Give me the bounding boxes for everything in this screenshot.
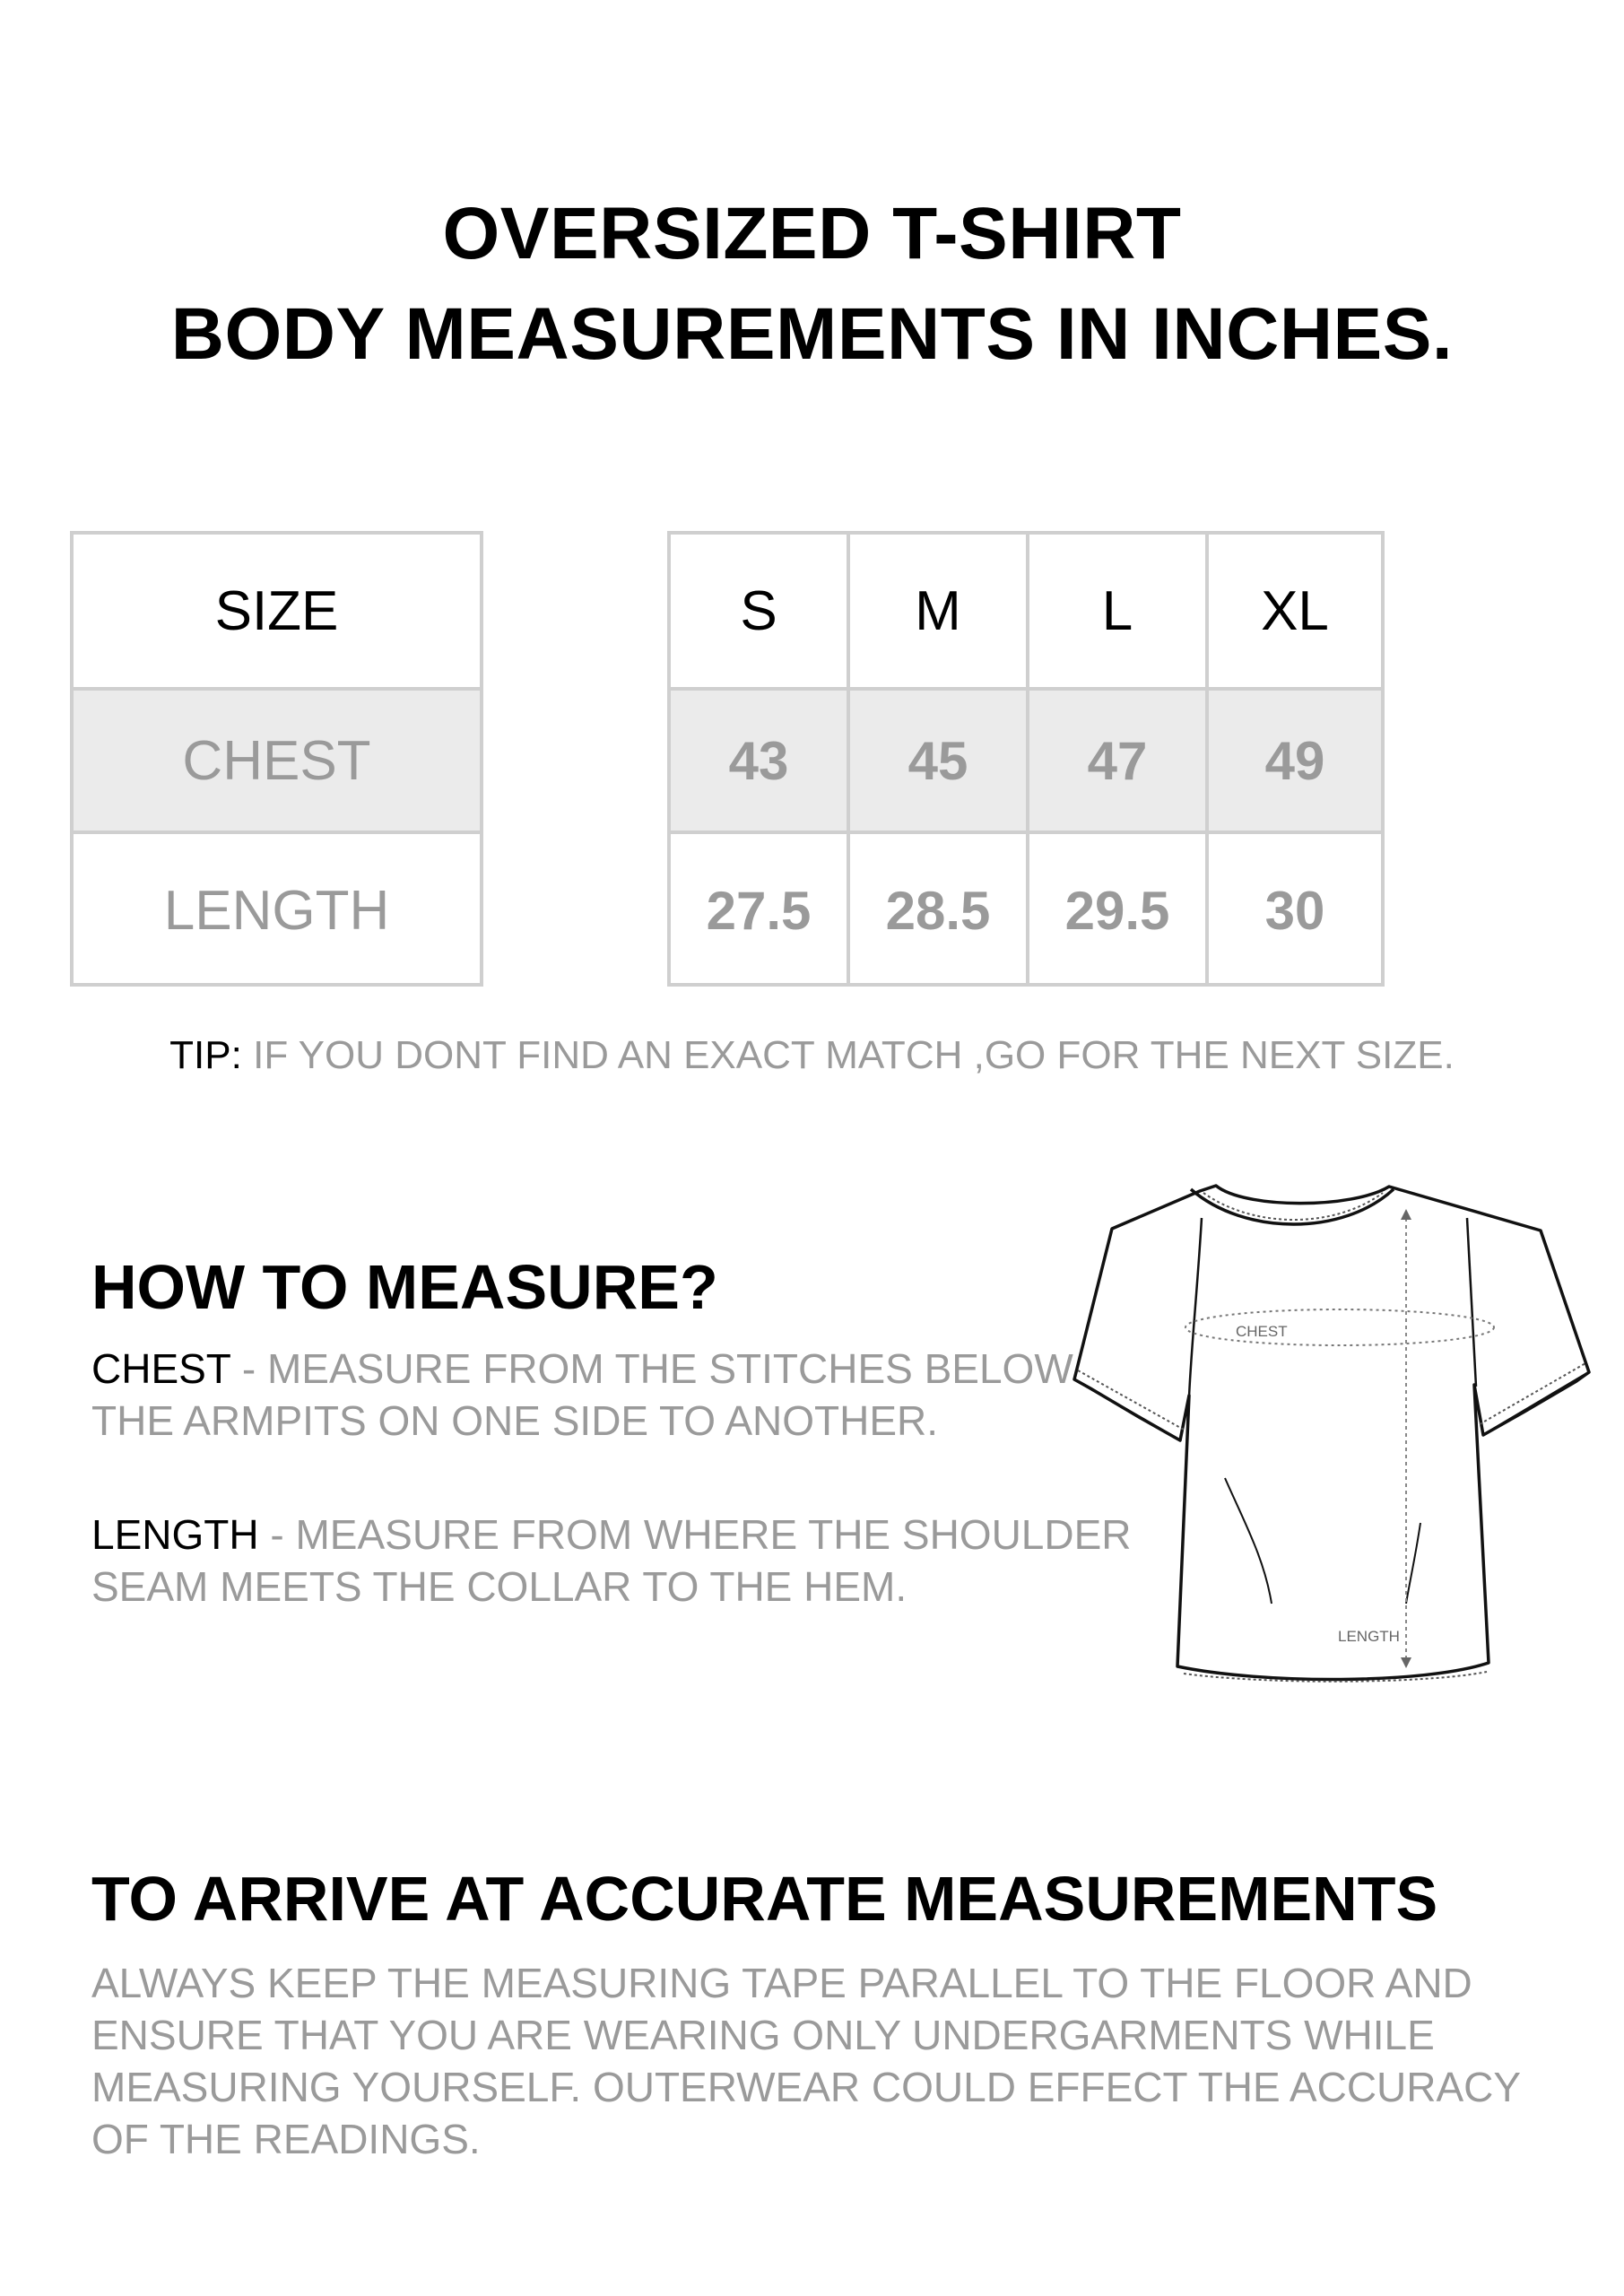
how-to-heading: HOW TO MEASURE? xyxy=(91,1252,718,1322)
accurate-line: MEASURING YOURSELF. OUTERWEAR COULD EFFECT THE ACCURACY xyxy=(91,2064,1522,2110)
chest-l-value: 47 xyxy=(1087,730,1148,791)
page-title-line2: BODY MEASUREMENTS IN INCHES. xyxy=(170,293,1454,375)
tshirt-outline xyxy=(1074,1186,1589,1680)
tip-key: TIP: xyxy=(169,1033,242,1077)
accurate-line: ALWAYS KEEP THE MEASURING TAPE PARALLEL TO THE FLOOR AND xyxy=(91,1960,1472,2006)
tip-note xyxy=(0,1033,1624,1078)
length-m-value: 28.5 xyxy=(885,880,991,941)
accurate-heading: TO ARRIVE AT ACCURATE MEASUREMENTS xyxy=(91,1864,1438,1934)
page-title-line1: OVERSIZED T-SHIRT xyxy=(442,193,1182,274)
chest-text-1: - MEASURE FROM THE STITCHES BELOW xyxy=(230,1345,1073,1392)
length-text-2: SEAM MEETS THE COLLAR TO THE HEM. xyxy=(91,1563,908,1610)
size-xl-header: XL xyxy=(1261,579,1329,642)
length-s-value: 27.5 xyxy=(706,880,812,941)
size-values-table xyxy=(667,531,1385,987)
length-xl-value: 30 xyxy=(1264,880,1325,941)
accurate-line: ENSURE THAT YOU ARE WEARING ONLY UNDERGARMENTS WHILE xyxy=(91,2012,1435,2058)
size-m-header: M xyxy=(915,579,961,642)
length-label: LENGTH xyxy=(163,879,390,942)
length-key: LENGTH xyxy=(91,1511,259,1558)
chest-s-value: 43 xyxy=(728,730,789,791)
length-diagram-label: LENGTH xyxy=(1338,1628,1400,1645)
chest-key: CHEST xyxy=(91,1345,231,1392)
tip-text: IF YOU DONT FIND AN EXACT MATCH ,GO FOR THE NEXT SIZE. xyxy=(253,1033,1455,1077)
accurate-line: OF THE READINGS. xyxy=(91,2116,481,2162)
chest-xl-value: 49 xyxy=(1264,730,1325,791)
length-text-1: - MEASURE FROM WHERE THE SHOULDER xyxy=(258,1511,1132,1558)
chest-text-2: THE ARMPITS ON ONE SIDE TO ANOTHER. xyxy=(91,1397,939,1444)
accurate-text xyxy=(91,1957,1521,2165)
length-l-value: 29.5 xyxy=(1064,880,1170,941)
tshirt-icon xyxy=(1065,1182,1603,1711)
size-header: SIZE xyxy=(214,579,339,642)
chest-m-value: 45 xyxy=(908,730,968,791)
chest-instruction xyxy=(91,1343,1073,1447)
size-s-header: S xyxy=(740,579,777,642)
length-instruction xyxy=(91,1509,1132,1613)
size-l-header: L xyxy=(1101,579,1133,642)
chest-label: CHEST xyxy=(182,729,371,792)
size-label-column xyxy=(70,531,483,987)
chest-diagram-label: CHEST xyxy=(1236,1323,1288,1340)
